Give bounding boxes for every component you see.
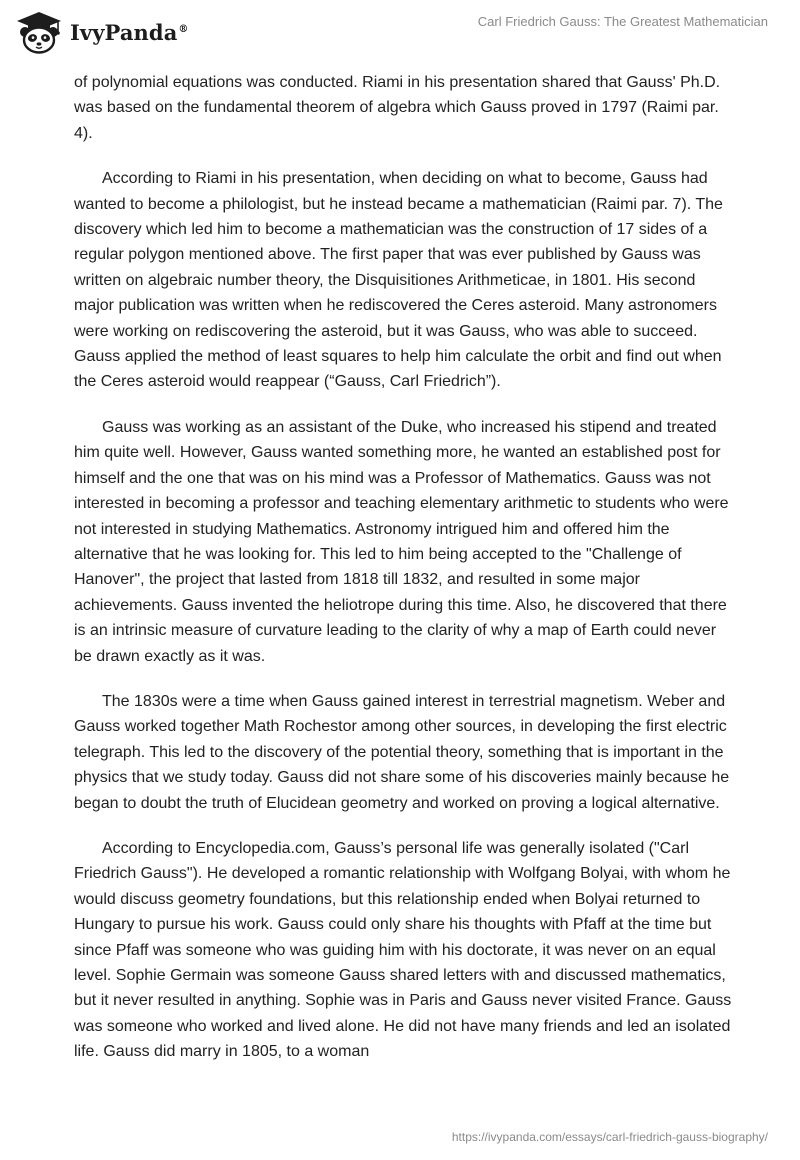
panda-graduation-cap-icon [14, 10, 64, 54]
registered-mark: ® [178, 23, 189, 35]
brand-logo[interactable] [14, 10, 189, 54]
paragraph: Gauss was working as an assistant of the Duke, who increased his stipend and treated him quite well. However, Gauss wanted something more, he wanted an established post for himself and the one that was on his mind was a Professor of Mathematics. Gauss was not interested in becoming a professor and teaching elementary arithmetic to students who were not interested in studying Mathematics. Astronomy intrigued him and offered him the alternative that he was looking for. This led to him being accepted to the "Challenge of Hanover", the project that lasted from 1818 till 1832, and resulted in some major achievements. Gauss invented the heliotrope during this time. Also, he discovered that there is an intrinsic measure of curvature leading to the clarity of why a map of Earth could never be drawn exactly as it was. [74, 418, 729, 665]
essay-body [74, 70, 734, 1085]
brand-name [70, 20, 189, 45]
source-url-link[interactable]: https://ivypanda.com/essays/carl-friedrich-gauss-biography/ [451, 1130, 768, 1144]
document-title: Carl Friedrich Gauss: The Greatest Mathematician [477, 14, 768, 29]
paragraph: According to Riami in his presentation, when deciding on what to become, Gauss had wanted to become a philologist, but he instead became a mathematician (Raimi par. 7). The discovery which led him to become a mathematician was the construction of 17 sides of a regular polygon mentioned above. The first paper that was ever published by Gauss was written on algebraic number theory, the Disquisitiones Arithmeticae, in 1801. His second major publication was written when he rediscovered the Ceres asteroid. Many astronomers were working on rediscovering the asteroid, but it was Gauss, who was able to succeed. Gauss applied the method of least squares to help him calculate the orbit and find out when the Ceres asteroid would reappear (“Gauss, Carl Friedrich”). [74, 170, 723, 391]
paragraph: of polynomial equations was conducted. Riami in his presentation shared that Gauss' Ph.D. was based on the fundamental theorem of algebra which Gauss proved in 1797 (Raimi par. 4). [74, 74, 721, 142]
brand-name-text: IvyPanda [70, 19, 178, 45]
paragraph: The 1830s were a time when Gauss gained interest in terrestrial magnetism. Weber and Gauss worked together Math Rochestor among other sources, in developing the first electric telegraph. This led to the discovery of the potential theory, something that is important in the physics that we study today. Gauss did not share some of his discoveries mainly because he began to doubt the truth of Elucidean geometry and worked on proving a logical alternative. [74, 692, 730, 812]
page-header [0, 0, 800, 64]
paragraph: According to Encyclopedia.com, Gauss’s personal life was generally isolated ("Carl Friedrich Gauss"). He developed a romantic relationship with Wolfgang Bolyai, with whom he would discuss geometry foundations, but this relationship ended when Bolyai returned to Hungary to pursue his work. Gauss could only share his thoughts with Pfaff at the time but since Pfaff was someone who was guiding him with his doctorate, it was never on an equal level. Sophie Germain was someone Gauss shared letters with and discussed mathematics, but it never resulted in anything. Sophie was in Paris and Gauss never visited France. Gauss was someone who worked and lived alone. He did not have many friends and led an isolated life. Gauss did marry in 1805, to a woman [74, 839, 732, 1061]
